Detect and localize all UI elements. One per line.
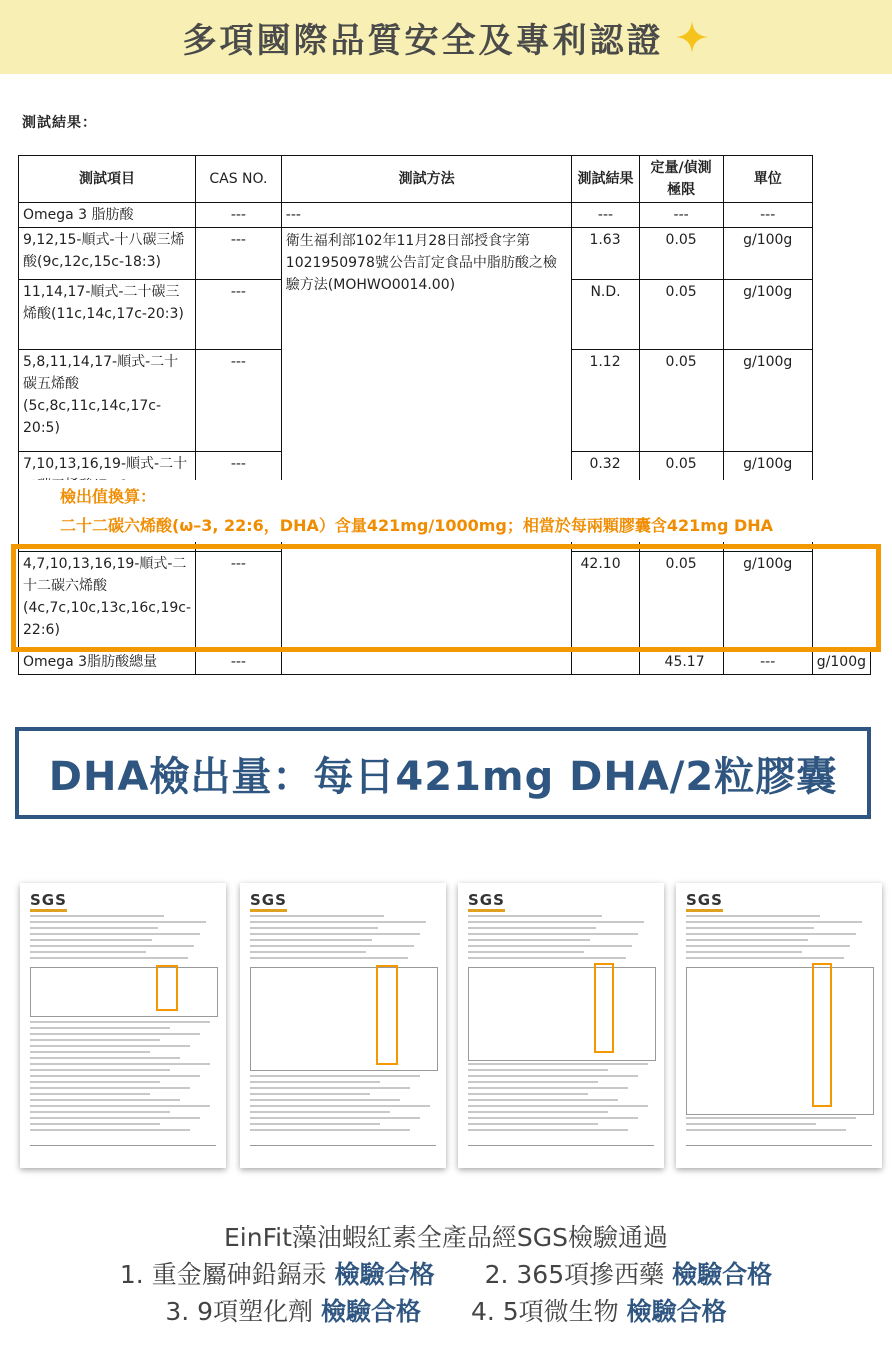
report-text-line (30, 1117, 200, 1119)
report-text-line (686, 1129, 846, 1131)
report-text-line (250, 1117, 420, 1119)
row-cas: --- (196, 228, 282, 280)
row-item: 11,14,17-順式-二十碳三烯酸(11c,14c,17c-20:3) (19, 280, 196, 350)
report-text-line (30, 915, 164, 917)
summary-item-label: 4. 5項微生物 (470, 1297, 619, 1326)
header-method: 測試方法 (281, 156, 572, 203)
row-item: 7,10,13,16,19-順式-二十 (19, 452, 196, 552)
row-limit: 0.05 (639, 280, 723, 350)
report-text-line (30, 927, 158, 929)
row-result: 1.63 (572, 228, 639, 280)
sgs-report-thumbnail (240, 883, 446, 1168)
row-item: 5,8,11,14,17-順式-二十碳五烯酸(5c,8c,11c,14c,17c-20:5) (19, 350, 196, 452)
report-text-line (468, 1093, 588, 1095)
row-limit: 0.05 (639, 452, 723, 552)
row-result: --- (572, 203, 639, 228)
report-text-line (468, 1099, 618, 1101)
report-text-line (30, 921, 206, 923)
report-text-line (250, 945, 414, 947)
report-text-line (30, 1123, 160, 1125)
sgs-logo: SGS (686, 891, 723, 912)
report-text-line (30, 1093, 150, 1095)
report-text-line (30, 1063, 210, 1065)
report-table (686, 967, 874, 1115)
row-item: 4,7,10,13,16,19-順式-二十二碳六烯酸(4c,7c,10c,13c,16c,19c-22:6) (19, 552, 196, 650)
report-text-line (468, 957, 626, 959)
sgs-report-thumbnail (458, 883, 664, 1168)
report-text-line (250, 1087, 410, 1089)
test-results-label: 測試結果： (22, 115, 97, 131)
report-text-line (250, 1075, 420, 1077)
report-text-line (30, 957, 188, 959)
row-result: 42.10 (572, 552, 639, 650)
row-unit: g/100g (723, 452, 812, 552)
report-text-line (30, 933, 200, 935)
summary-item-status: 檢驗合格 (321, 1297, 422, 1326)
row-unit: g/100g (723, 228, 812, 280)
report-text-line (30, 1033, 200, 1035)
row-item: 9,12,15-順式-十八碳三烯酸(9c,12c,15c-18:3) (19, 228, 196, 280)
row-item: Omega 3脂肪酸總量 (19, 650, 196, 675)
row-unit: g/100g (723, 350, 812, 452)
report-footer-line (468, 1145, 654, 1146)
row-unit: --- (723, 203, 812, 228)
summary-item-status: 檢驗合格 (626, 1297, 727, 1326)
conversion-title: 檢出值換算： (60, 487, 157, 506)
report-highlight (594, 963, 614, 1053)
dha-headline: DHA檢出量：每日421mg DHA/2粒膠囊 (48, 753, 838, 800)
report-text-line (30, 1027, 170, 1029)
report-table (468, 967, 656, 1061)
report-text-line (468, 1063, 648, 1065)
report-text-line (468, 927, 596, 929)
header-result: 測試結果 (572, 156, 639, 203)
report-text-line (250, 957, 408, 959)
row-method: --- (281, 203, 572, 228)
report-highlight (376, 965, 398, 1065)
report-text-line (30, 1045, 190, 1047)
report-text-line (468, 1081, 598, 1083)
sparkle-icon (674, 19, 710, 55)
row-cas: --- (196, 552, 282, 650)
report-highlight (812, 963, 832, 1107)
report-text-line (468, 1111, 608, 1113)
row-cas: --- (196, 350, 282, 452)
report-text-line (30, 951, 146, 953)
report-footer-line (686, 1145, 872, 1146)
header-cas: CAS NO. (196, 156, 282, 203)
report-text-line (30, 1129, 190, 1131)
report-text-line (250, 1129, 410, 1131)
report-text-line (30, 1051, 150, 1053)
report-text-line (30, 1021, 210, 1023)
row-result: 0.32 (572, 452, 639, 552)
summary-line-2 (0, 1255, 892, 1291)
row-limit: 0.05 (639, 228, 723, 280)
row-cas: --- (196, 650, 282, 675)
method-cell: 衛生福利部102年11月28日部授食字第1021950978號公告訂定食品中脂肪酸之檢驗方法(MOHWO0014.00) (281, 228, 572, 675)
report-text-line (686, 945, 850, 947)
report-text-line (468, 933, 638, 935)
report-text-line (250, 939, 372, 941)
row-method-empty (572, 650, 639, 675)
report-text-line (468, 951, 584, 953)
report-text-line (250, 1123, 380, 1125)
report-text-line (250, 1105, 430, 1107)
report-text-line (250, 933, 420, 935)
report-text-line (30, 1099, 180, 1101)
row-cas: --- (196, 203, 282, 228)
summary-item-status: 檢驗合格 (334, 1260, 435, 1289)
summary-line-3 (0, 1292, 892, 1328)
header-limit: 定量/偵測極限 (639, 156, 723, 203)
report-text-line (468, 921, 644, 923)
sgs-report-thumbnail (20, 883, 226, 1168)
header-item: 測試項目 (19, 156, 196, 203)
sgs-report-thumbnail (676, 883, 882, 1168)
report-text-line (30, 1081, 160, 1083)
sgs-logo: SGS (468, 891, 505, 912)
report-text-line (468, 1075, 638, 1077)
table-row (19, 203, 871, 228)
report-text-line (686, 927, 814, 929)
report-highlight (156, 965, 178, 1011)
banner-title: 多項國際品質安全及專利認證 (182, 20, 664, 61)
report-text-line (468, 945, 632, 947)
row-limit: --- (723, 650, 812, 675)
sgs-logo: SGS (250, 891, 287, 912)
summary-item-label: 3. 9項塑化劑 (165, 1297, 314, 1326)
row-unit: g/100g (723, 280, 812, 350)
top-banner (0, 0, 892, 74)
report-text-line (30, 1087, 190, 1089)
row-limit: --- (639, 203, 723, 228)
report-text-line (686, 957, 844, 959)
report-text-line (30, 1057, 180, 1059)
report-text-line (250, 1099, 400, 1101)
report-table (30, 967, 218, 1017)
report-text-line (468, 1087, 628, 1089)
report-text-line (250, 1111, 390, 1113)
report-text-line (250, 1081, 380, 1083)
sgs-logo: SGS (30, 891, 67, 912)
report-text-line (30, 939, 152, 941)
report-text-line (30, 1075, 200, 1077)
summary-item-label: 1. 重金屬砷鉛鎘汞 (119, 1260, 327, 1289)
row-unit: g/100g (723, 552, 812, 650)
report-text-line (686, 915, 820, 917)
header-unit: 單位 (723, 156, 812, 203)
report-text-line (468, 915, 602, 917)
report-text-line (686, 1123, 816, 1125)
summary-item-label: 2. 365項摻西藥 (484, 1260, 665, 1289)
report-text-line (30, 1039, 160, 1041)
summary-item-status: 檢驗合格 (672, 1260, 773, 1289)
report-text-line (250, 915, 384, 917)
row-cas: --- (196, 280, 282, 350)
report-text-line (686, 951, 802, 953)
summary-line-1: EinFit藻油蝦紅素全產品經SGS檢驗通過 (223, 1223, 668, 1252)
row-result: N.D. (572, 280, 639, 350)
report-text-line (468, 939, 590, 941)
row-limit: 0.05 (639, 350, 723, 452)
report-text-line (30, 1111, 170, 1113)
table-row (19, 228, 871, 280)
row-limit: 0.05 (639, 552, 723, 650)
report-text-line (686, 1117, 856, 1119)
report-footer-line (250, 1145, 436, 1146)
report-text-line (468, 1123, 598, 1125)
report-text-line (30, 945, 194, 947)
report-text-line (30, 1105, 210, 1107)
report-text-line (468, 1105, 648, 1107)
row-cas: --- (196, 452, 282, 552)
row-result: 45.17 (639, 650, 723, 675)
row-result: 1.12 (572, 350, 639, 452)
report-text-line (468, 1129, 628, 1131)
report-footer-line (30, 1145, 216, 1146)
conversion-text: 二十二碳六烯酸(ω–3, 22:6，DHA）含量421mg/1000mg；相當於每兩顆膠囊含421mg DHA (60, 516, 774, 535)
report-text-line (250, 921, 426, 923)
report-text-line (250, 951, 366, 953)
report-text-line (686, 939, 808, 941)
row-item: Omega 3 脂肪酸 (19, 203, 196, 228)
report-text-line (30, 1069, 170, 1071)
dha-headline-box (15, 727, 871, 819)
report-text-line (468, 1069, 608, 1071)
row-unit: g/100g (812, 650, 870, 675)
report-text-line (468, 1117, 638, 1119)
report-text-line (686, 933, 856, 935)
report-text-line (250, 1093, 370, 1095)
table-header-row (19, 156, 871, 203)
dha-highlight-box (11, 544, 881, 652)
report-text-line (686, 921, 862, 923)
report-table (250, 967, 438, 1071)
report-text-line (250, 927, 378, 929)
